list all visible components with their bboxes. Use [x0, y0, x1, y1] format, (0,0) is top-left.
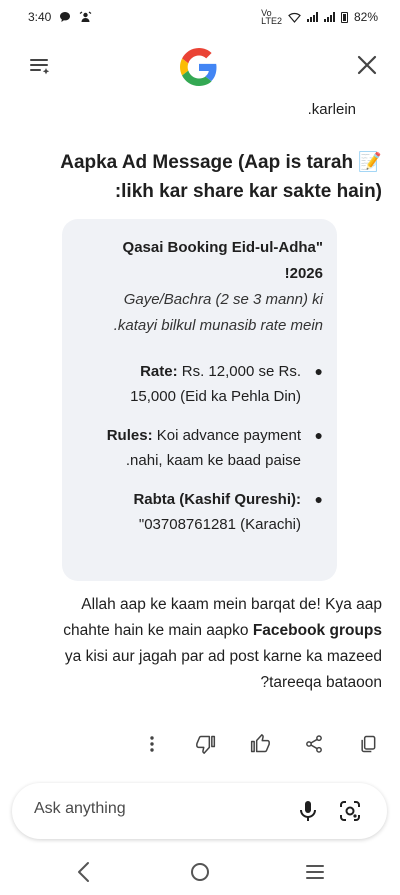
ask-input[interactable]	[34, 800, 264, 818]
status-bar	[0, 0, 400, 34]
reply-line-2-bold: Facebook groups	[252, 622, 382, 639]
status-left	[28, 10, 92, 24]
reply-line-1: Allah aap ke kaam mein barqat de! Kya aap	[81, 596, 382, 613]
reply-line-2-pre: chahte hain ke main aapko	[63, 622, 253, 639]
reply-line-2	[20, 618, 382, 644]
ad-title-line-1: Qasai Booking Eid-ul-Adha"	[122, 239, 323, 256]
item-text-2: .nahi, kaam ke baad paise	[125, 452, 301, 469]
wifi-icon	[288, 12, 301, 23]
home-icon[interactable]	[190, 862, 210, 882]
system-nav-bar	[0, 852, 400, 895]
response-actions	[140, 732, 380, 756]
chat-bubble-icon	[59, 11, 71, 23]
vo-text: Vo	[261, 8, 272, 18]
bullet-icon: ●	[314, 427, 323, 443]
item-text-2: 15,000 (Eid ka Pehla Din)	[130, 388, 301, 405]
status-time: 3:40	[28, 10, 52, 24]
heading-line-2: :likh kar share kar sakte hain)	[114, 181, 382, 202]
thumb-up-icon[interactable]	[248, 732, 272, 756]
reply-line-4: ?tareeqa bataoon	[260, 674, 382, 691]
volte-label	[261, 9, 282, 25]
back-icon[interactable]	[74, 860, 94, 884]
google-lens-icon[interactable]	[338, 799, 362, 823]
ad-details-list	[76, 359, 323, 537]
close-icon[interactable]	[354, 52, 380, 78]
bullet-icon: ●	[314, 491, 323, 507]
status-right	[261, 9, 378, 25]
share-icon[interactable]	[302, 732, 326, 756]
google-g-logo	[180, 48, 218, 86]
item-text-2: "03708761281 (Karachi)	[138, 516, 301, 533]
list-item-text	[76, 423, 301, 473]
item-label: Rules:	[106, 427, 153, 444]
signal-icon-2	[324, 12, 335, 22]
battery-percent: 82%	[353, 10, 378, 24]
list-item	[76, 487, 323, 537]
ad-subtitle	[76, 287, 323, 339]
more-vert-icon[interactable]	[140, 732, 164, 756]
ad-subtitle-line-1: Gaye/Bachra (2 se 3 mann) ki	[123, 291, 323, 308]
copy-icon[interactable]	[356, 732, 380, 756]
response-followup	[20, 592, 382, 696]
mic-icon[interactable]	[296, 799, 320, 823]
list-item-text	[76, 359, 301, 409]
lte-text: LTE2	[261, 16, 282, 26]
list-item-text	[76, 487, 301, 537]
prompt-bar	[12, 783, 387, 839]
thumb-down-icon[interactable]	[194, 732, 218, 756]
alarm-person-icon	[79, 11, 92, 23]
reply-line-3: ya kisi aur jagah par ad post karne ka mazeed	[64, 648, 382, 665]
item-text-1: Rs. 12,000 se Rs.	[177, 363, 301, 380]
item-label: Rabta (Kashif Qureshi):	[133, 491, 301, 508]
previous-text-snippet: .karlein	[307, 101, 356, 118]
item-text-1: Koi advance payment	[152, 427, 301, 444]
list-item	[76, 359, 323, 409]
bullet-icon: ●	[314, 363, 323, 379]
item-label: Rate:	[140, 363, 178, 380]
ad-title-line-2: !2026	[284, 265, 323, 282]
heading-line-1: Aapka Ad Message (Aap is tarah 📝	[60, 152, 382, 173]
signal-icon-1	[307, 12, 318, 22]
ad-title	[76, 235, 323, 287]
recent-apps-icon[interactable]	[305, 863, 325, 881]
top-bar	[0, 34, 400, 98]
list-item	[76, 423, 323, 473]
ad-subtitle-line-2: .katayi bilkul munasib rate mein	[113, 317, 323, 334]
ad-message-card	[62, 219, 337, 581]
battery-icon	[341, 12, 348, 23]
response-heading	[20, 148, 382, 206]
menu-sparkle-icon[interactable]	[28, 54, 52, 78]
